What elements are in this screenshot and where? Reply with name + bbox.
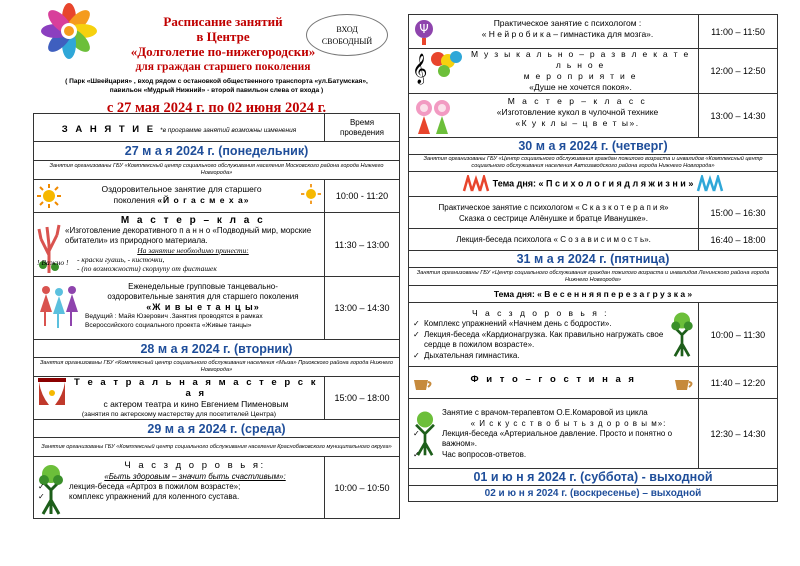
event-subtitle: «Быть здоровым – значит быть счастливым»: bbox=[104, 471, 286, 481]
badge-line: СВОБОДНЫЙ bbox=[321, 37, 373, 46]
event-text: с актером театра и кино Евгением Пименовым bbox=[103, 399, 289, 409]
supply-item: (по возможности) скорлупу от фисташек bbox=[81, 263, 217, 273]
free-entry-badge bbox=[306, 14, 388, 56]
event-codependency: Лекция-беседа психолога « С о з а в и с и м о с т ь». bbox=[409, 229, 699, 251]
day-header-wednesday: 29 м а я 2024 г. (среда) bbox=[34, 420, 400, 438]
event-yoga bbox=[34, 180, 325, 213]
balloons-music-icon bbox=[412, 49, 462, 85]
psychology-mask-icon bbox=[462, 175, 490, 193]
table-row bbox=[409, 399, 778, 469]
event-title: Т е а т р а л ь н а я м а с т е р с к а я bbox=[74, 377, 318, 399]
event-neurobics bbox=[409, 15, 699, 49]
time-header: Время проведения bbox=[325, 114, 400, 142]
day-header-thursday: 30 м а я 2024 г. (четверг) bbox=[409, 138, 778, 155]
flower-logo-icon bbox=[39, 2, 99, 60]
event-note: Всероссийского социального проекта «Живые танцы» bbox=[85, 321, 252, 329]
day-header-saturday: 01 и ю н я 2024 г. (суббота) - выходной bbox=[409, 469, 778, 486]
event-title: М а с т е р – к л а с bbox=[120, 214, 266, 226]
event-time: 11:00 – 11:50 bbox=[699, 15, 778, 49]
table-row bbox=[409, 229, 778, 251]
event-text: оздоровительные занятия для старшего поколения bbox=[107, 292, 299, 301]
event-time: 11:40 – 12:20 bbox=[699, 367, 778, 399]
header bbox=[33, 0, 400, 116]
event-title: М а с т е р – к л а с с bbox=[507, 95, 648, 106]
organizer-note: Занятия организованы ГБУ «Комплексный центр социального обслуживания населения Краснобаковского муниципального округа» bbox=[34, 438, 400, 457]
title-line: «Долголетие по-нижегородски» bbox=[130, 44, 316, 59]
event-time: 16:40 – 18:00 bbox=[699, 229, 778, 251]
event-items bbox=[412, 319, 695, 361]
svg-text:Ψ: Ψ bbox=[419, 21, 429, 36]
event-theater-workshop bbox=[34, 377, 325, 420]
activity-header bbox=[34, 114, 325, 142]
left-column bbox=[33, 0, 400, 566]
schedule-table-right bbox=[408, 14, 778, 502]
event-time: 11:30 – 13:00 bbox=[325, 213, 400, 277]
event-text: Оздоровительное занятие для старшего bbox=[101, 184, 262, 194]
event-text: «Изготовление декоративного п а н н о «Подводный мир, морские обитатели» из природного материала. bbox=[65, 225, 312, 245]
table-row bbox=[409, 172, 778, 197]
schedule-table-left bbox=[33, 113, 400, 519]
table-row bbox=[34, 180, 400, 213]
event-time: 13:00 – 14:30 bbox=[325, 277, 400, 340]
event-time: 13:00 – 14:30 bbox=[699, 94, 778, 138]
table-row bbox=[34, 377, 400, 420]
event-time: 12:30 – 14:30 bbox=[699, 399, 778, 469]
event-time: 10:00 – 11:30 bbox=[699, 303, 778, 367]
theater-curtain-icon bbox=[37, 377, 67, 407]
event-health-hour-fri bbox=[409, 303, 699, 367]
list-item: ✓ Комплекс упражнений «Начнем день с бодрости». bbox=[424, 319, 695, 330]
list-item: ✓ лекция-беседа «Артроз в пожилом возрасте»; bbox=[49, 482, 321, 493]
event-text: Практическое занятие с психологом : bbox=[493, 17, 642, 28]
event-text: «К у к л ы – ц в е т ы». bbox=[515, 117, 640, 128]
table-row bbox=[34, 457, 400, 519]
day-theme: Тема дня: « П с и х о л о г и я д л я ж и з н и » bbox=[492, 178, 694, 189]
event-fairytale-therapy bbox=[409, 197, 699, 229]
tea-cup-icon bbox=[412, 374, 434, 392]
flower-doll-icon bbox=[412, 96, 456, 136]
event-text: « Н е й р о б и к а – гимнастика для мозга». bbox=[481, 28, 654, 39]
event-time: 12:00 – 12:50 bbox=[699, 49, 778, 94]
event-text: м е р о п р и я т и е bbox=[523, 71, 638, 81]
event-art-of-health bbox=[409, 399, 699, 469]
table-row bbox=[34, 277, 400, 340]
theme-friday: Тема дня: « В е с е н н я я п е р е з а г р у з к а » bbox=[409, 286, 778, 303]
table-row bbox=[409, 367, 778, 399]
activity-label: З А Н Я Т И Е bbox=[61, 123, 156, 135]
event-note: На занятие необходимо принести: bbox=[137, 245, 249, 255]
title-line: для граждан старшего поколения bbox=[135, 61, 311, 73]
important-mark: ! Важно ! bbox=[37, 257, 69, 267]
organizer-note: Занятия организованы ГБУ «Центр социального обслуживания граждан пожилого возраста и инвалидов «Комплексный центр социального обслуживания населения Автозаводского района города Нижнего Новгорода» bbox=[409, 155, 778, 172]
event-text: « И с к у с с т в о б ы т ь з д о р о в ы м»: bbox=[470, 418, 667, 428]
psychology-mask-icon bbox=[696, 175, 724, 193]
event-text: поколения bbox=[113, 195, 155, 205]
list-item: ✓ Дыхательная гимнастика. bbox=[424, 351, 695, 362]
event-phyto-lounge bbox=[409, 367, 699, 399]
supply-item: краски гуашь, - кисточки, bbox=[81, 254, 165, 264]
event-masterclass-panno: М а с т е р – к л а с «Изготовление декоративного п а н н о «Подводный мир, морские обитатели» из природного материала. На занятие необходимо принести: ! Важно ! - краски гуашь, - кисточки, - (по возможности) скорлупу от фисташек bbox=[34, 213, 325, 277]
badge-line: ВХОД bbox=[336, 25, 358, 34]
event-text: Сказка о сестрице Алёнушке и братце Иванушке». bbox=[459, 213, 648, 223]
event-health-hour-wed bbox=[34, 457, 325, 519]
event-dolls-masterclass bbox=[409, 94, 699, 138]
table-row bbox=[34, 213, 400, 277]
table-header-row bbox=[34, 114, 400, 142]
svg-text:𝄞: 𝄞 bbox=[412, 54, 428, 84]
event-text: «Изготовление кукол в чулочной технике bbox=[496, 106, 659, 117]
day-header-tuesday: 28 м а я 2024 г. (вторник) bbox=[34, 340, 400, 358]
tea-cup-icon bbox=[673, 374, 695, 392]
sun-icon bbox=[301, 184, 321, 204]
table-row bbox=[409, 94, 778, 138]
psychology-mask-icon bbox=[412, 18, 436, 46]
title-line: Расписание занятий bbox=[163, 14, 283, 29]
address bbox=[33, 78, 400, 95]
address-line: ( Парк «Швейцария» , вход рядом с остановкой общественного транспорта «ул.Батумская», bbox=[65, 78, 368, 85]
right-column bbox=[408, 14, 778, 502]
event-text: М у з ы к а л ь н о – р а з в л е к а т е л ь н о е bbox=[471, 49, 690, 70]
day-header-friday: 31 м а я 2024 г. (пятница) bbox=[409, 251, 778, 268]
event-text: Занятие с врачом-терапевтом О.Е.Комаровой из цикла bbox=[442, 407, 648, 417]
day-header-monday: 27 м а я 2024 г. (понедельник) bbox=[34, 142, 400, 161]
date-range: с 27 мая 2024 г. по 02 июня 2024 г. bbox=[106, 100, 327, 116]
event-name: «Й о г а с м е х а» bbox=[157, 195, 250, 205]
organizer-note: Занятия организованы ГБУ «Комплексный центр социального обслуживания населения Московского района города Нижнего Новгорода» bbox=[34, 161, 400, 180]
address-line: павильон «Мудрый Нижний» - второй павильон слева от входа ) bbox=[109, 86, 324, 94]
event-title: Ф и т о – г о с т и н а я bbox=[470, 373, 637, 385]
list-item: ✓ Час вопросов-ответов. bbox=[424, 450, 695, 461]
event-time: 15:00 – 18:00 bbox=[325, 377, 400, 420]
organizer-note: Занятия организованы ГБУ «Центр социального обслуживания граждан пожилого возраста и инвалидов Ленинского района города Нижнего Новгорода» bbox=[409, 268, 778, 286]
activity-note: *в программе занятий возможны изменения bbox=[160, 126, 297, 134]
event-items bbox=[412, 429, 695, 461]
event-name: «Ж и в ы е т а н ц ы» bbox=[146, 302, 260, 312]
event-text: Еженедельные групповые танцевально- bbox=[128, 282, 278, 291]
dancers-icon bbox=[37, 282, 81, 334]
table-row bbox=[409, 15, 778, 49]
event-title: Ч а с з д о р о в ь я : bbox=[471, 308, 610, 318]
event-note: (занятия по актерскому мастерству для посетителей Центра) bbox=[81, 411, 277, 418]
table-row bbox=[409, 49, 778, 94]
title-line: в Центре bbox=[196, 29, 250, 44]
event-live-dance bbox=[34, 277, 325, 340]
event-time: 10:00 - 11:20 bbox=[325, 180, 400, 213]
day-header-sunday: 02 и ю н я 2024 г. (воскресенье) – выходной bbox=[409, 486, 778, 502]
sun-icon bbox=[37, 184, 61, 208]
list-item: ✓ комплекс упражнений для коленного сустава. bbox=[49, 492, 321, 503]
list-item: ✓ Лекция-беседа «Артериальное давление. Просто и понятно о важном». bbox=[424, 429, 695, 450]
event-text: Практическое занятие с психологом « С к а з к о т е р а п и я» bbox=[438, 202, 669, 212]
event-note: Ведущий : Майя Юзерович .Занятия проводятся в рамках bbox=[85, 313, 263, 320]
table-row bbox=[409, 303, 778, 367]
event-music bbox=[409, 49, 699, 94]
event-title: Ч а с з д о р о в ь я: bbox=[124, 459, 266, 471]
event-time: 10:00 – 10:50 bbox=[325, 457, 400, 519]
organizer-note: Занятия организованы ГБУ «Комплексный центр социального обслуживания населения «Мыза» Приокского района города Нижнего Новгорода» bbox=[34, 358, 400, 377]
list-item: ✓ Лекция-беседа «Кардионагрузка. Как правильно нагружать свое сердце в пожилом возрасте». bbox=[424, 330, 695, 351]
event-items bbox=[37, 482, 321, 503]
event-text: «Душе не хочется покоя». bbox=[529, 82, 632, 92]
event-time: 15:00 – 16:30 bbox=[699, 197, 778, 229]
table-row bbox=[409, 197, 778, 229]
theme-thursday bbox=[409, 172, 778, 197]
